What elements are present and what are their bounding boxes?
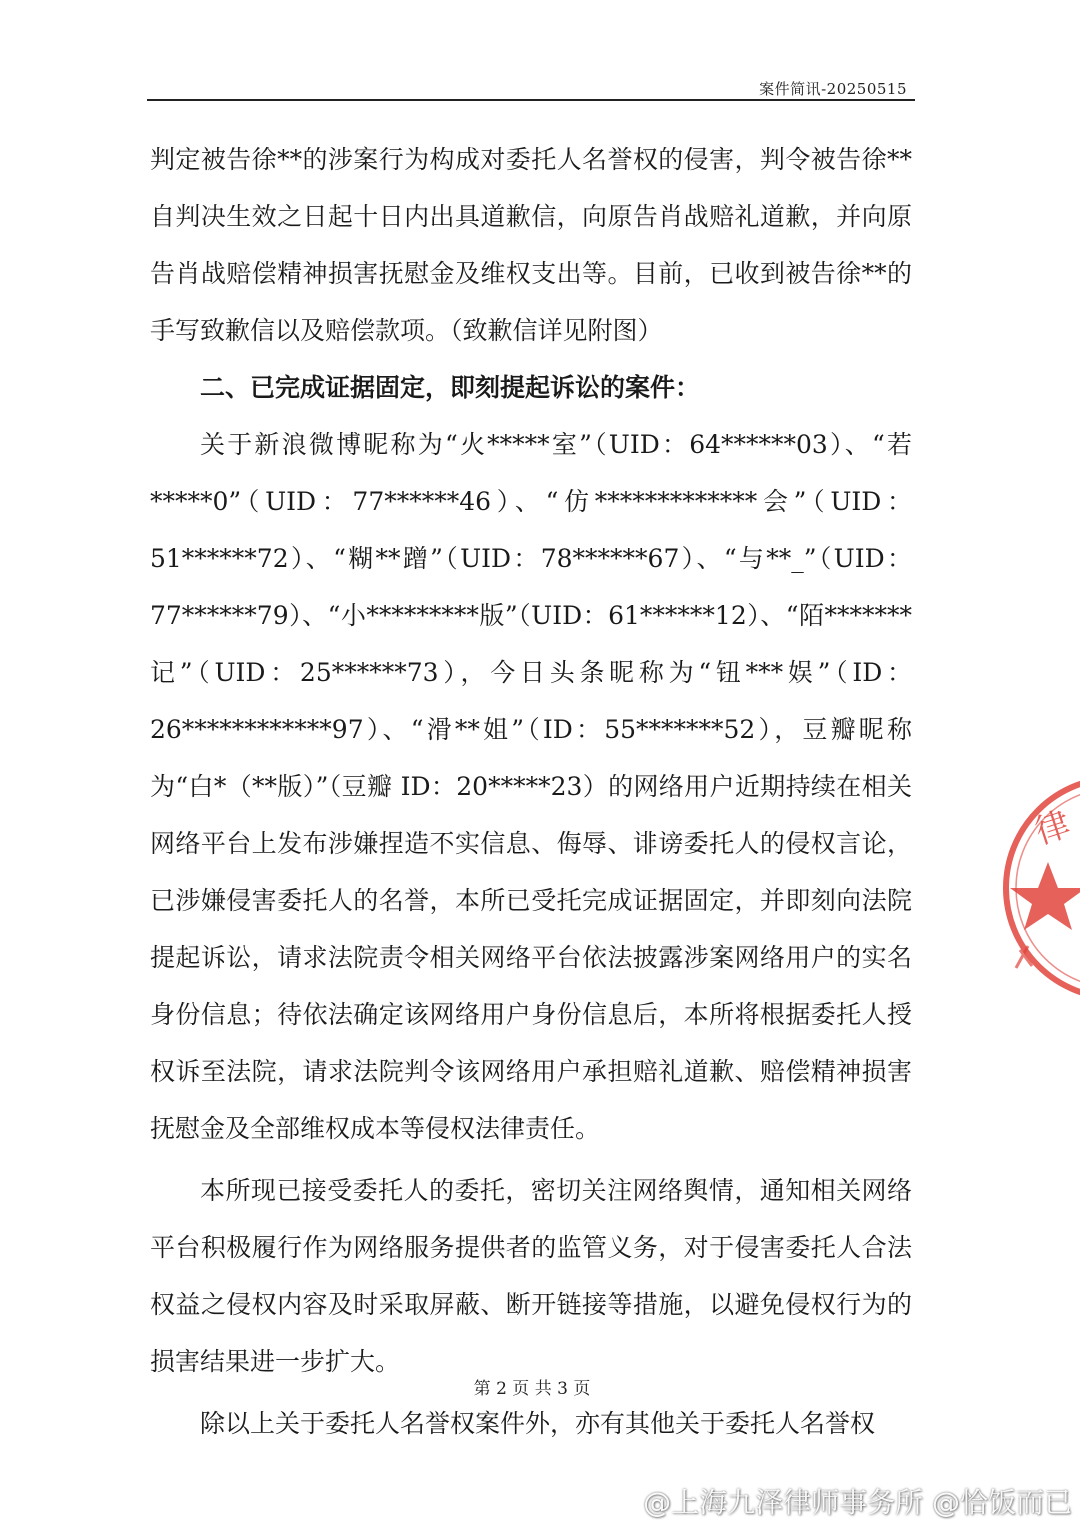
law-firm-seal-icon	[998, 770, 1080, 1010]
weibo-logo-icon	[611, 1490, 637, 1512]
document-code: 案件简讯-20250515	[759, 80, 907, 98]
weibo-watermark	[609, 1481, 1072, 1521]
watermark-text: @上海九泽律师事务所 @恰饭而已	[643, 1486, 1072, 1519]
seal-character: 律	[1030, 804, 1076, 853]
page-number: 第 2 页 共 3 页	[473, 1379, 591, 1399]
paragraph-commission: 本所现已接受委托人的委托，密切关注网络舆情，通知相关网络平台积极履行作为网络服务提供者的监管义务，对于侵害委托人合法权益之侵权内容及时采取屏蔽、断开链接等措施，以避免侵权行为的损害结果进一步扩大。	[150, 1176, 912, 1376]
paragraph-continued: 除以上关于委托人名誉权案件外，亦有其他关于委托人名誉权	[200, 1409, 876, 1438]
paragraph-judgment: 判定被告徐**的涉案行为构成对委托人名誉权的侵害，判令被告徐**自判决生效之日起十日内出具道歉信，向原告肖战赔礼道歉，并向原告肖战赔偿精神损害抚慰金及维权支出等。目前，已收到被告徐**的手写致歉信以及赔偿款项。（致歉信详见附图）	[150, 145, 912, 345]
document-body	[150, 131, 912, 1452]
header-rule	[147, 99, 915, 101]
paragraph-accounts: 关于新浪微博昵称为“火*****室”（UID：64******03）、“若*****0”（UID：77******46）、“仿*************会”（UID：51******72）、“糊**蹭”（UID：78******67）、“与**_”（UID：77******79）、“小*********版”（UID：61******12）、“陌*******记”（UID：25******73），今日头条昵称为“钮***娱”（ID：26************97）、“滑**姐”（ID：55*******52），豆瓣昵称为“白*（**版）”（豆瓣 ID：20*****23）的网络用户近期持续在相关网络平台上发布涉嫌捏造不实信息、侮辱、诽谤委托人的侵权言论，已涉嫌侵害委托人的名誉，本所已受托完成证据固定，并即刻向法院提起诉讼，请求法院责令相关网络平台依法披露涉案网络用户的实名身份信息；待依法确定该网络用户身份信息后，本所将根据委托人授权诉至法院，请求法院判令该网络用户承担赔礼道歉、赔偿精神损害抚慰金及全部维权成本等侵权法律责任。	[150, 430, 912, 1143]
section-heading-2: 二、已完成证据固定，即刻提起诉讼的案件：	[200, 373, 701, 402]
